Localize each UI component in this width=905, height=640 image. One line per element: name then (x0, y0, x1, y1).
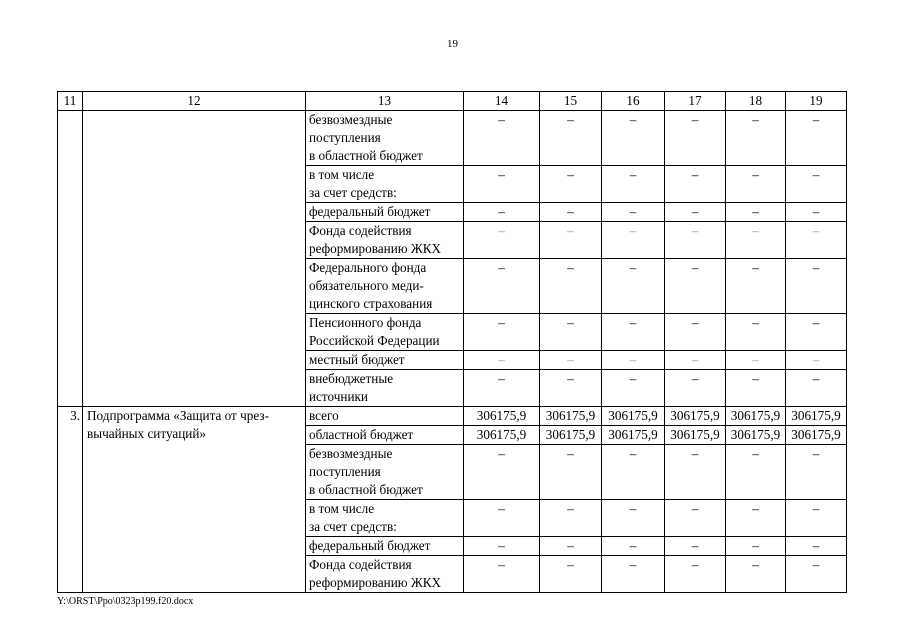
value-cell: – (786, 500, 847, 537)
value-cell: – (786, 203, 847, 222)
value-cell: – (602, 203, 665, 222)
col-header: 19 (786, 92, 847, 111)
value-cell: – (665, 166, 726, 203)
value-cell: 306175,9 (665, 407, 726, 426)
funding-source (306, 203, 464, 222)
funding-source-line: поступления (309, 464, 381, 479)
value-cell: – (786, 314, 847, 351)
value-cell: – (665, 314, 726, 351)
value-cell: 306175,9 (786, 407, 847, 426)
funding-source-line: внебюджетные (309, 371, 394, 386)
value-cell: – (602, 222, 665, 259)
value-cell: – (665, 111, 726, 166)
funding-source-line: федеральный бюджет (309, 204, 431, 219)
funding-source-line: цинского страхования (309, 296, 433, 311)
value-cell: – (464, 222, 540, 259)
value-cell: – (464, 314, 540, 351)
value-cell: – (540, 500, 602, 537)
col-header: 17 (665, 92, 726, 111)
funding-source (306, 500, 464, 537)
value-cell: – (540, 314, 602, 351)
value-cell: – (602, 556, 665, 593)
row-number-cell: 3. (58, 407, 83, 593)
funding-source-line: реформированию ЖКХ (309, 575, 442, 590)
value-cell: 306175,9 (602, 426, 665, 445)
value-cell: – (726, 351, 786, 370)
value-cell: 306175,9 (726, 426, 786, 445)
value-cell: 306175,9 (540, 407, 602, 426)
col-header: 11 (58, 92, 83, 111)
funding-source-line: в том числе (309, 501, 375, 516)
funding-source-line: источники (309, 389, 368, 404)
value-cell: – (540, 111, 602, 166)
col-header: 12 (83, 92, 306, 111)
col-header: 18 (726, 92, 786, 111)
value-cell: – (665, 445, 726, 500)
value-cell: 306175,9 (602, 407, 665, 426)
value-cell: – (602, 537, 665, 556)
value-cell: – (540, 222, 602, 259)
value-cell: – (540, 556, 602, 593)
value-cell: – (540, 166, 602, 203)
funding-source-line: Федерального фонда (309, 260, 427, 275)
funding-source-line: обязательного меди- (309, 278, 424, 293)
value-cell: – (540, 259, 602, 314)
value-cell: – (786, 370, 847, 407)
funding-source: всего (306, 407, 464, 426)
value-cell: – (786, 259, 847, 314)
value-cell: – (726, 314, 786, 351)
value-cell: – (602, 166, 665, 203)
funding-source-line: Пенсионного фонда (309, 315, 422, 330)
value-cell: 306175,9 (786, 426, 847, 445)
value-cell: – (540, 537, 602, 556)
funding-source (306, 445, 464, 500)
value-cell: – (786, 222, 847, 259)
col-header: 16 (602, 92, 665, 111)
value-cell: – (540, 351, 602, 370)
value-cell: – (602, 500, 665, 537)
funding-source-line: безвозмездные (309, 446, 393, 461)
value-cell: 306175,9 (464, 407, 540, 426)
value-cell: – (726, 203, 786, 222)
funding-source (306, 166, 464, 203)
value-cell: – (540, 203, 602, 222)
value-cell: – (602, 314, 665, 351)
value-cell: 306175,9 (540, 426, 602, 445)
value-cell: – (602, 351, 665, 370)
value-cell: – (786, 166, 847, 203)
value-cell: – (665, 203, 726, 222)
value-cell: – (464, 351, 540, 370)
value-cell: – (464, 203, 540, 222)
funding-source (306, 222, 464, 259)
funding-source-line: поступления (309, 130, 381, 145)
value-cell: – (540, 370, 602, 407)
value-cell: – (602, 111, 665, 166)
footer-file-path: Y:\ORST\Ppo\0323p199.f20.docx (57, 596, 194, 607)
row-name-cell (83, 407, 306, 593)
value-cell: – (602, 259, 665, 314)
value-cell: 306175,9 (665, 426, 726, 445)
value-cell: – (665, 351, 726, 370)
col-header: 13 (306, 92, 464, 111)
value-cell: – (726, 537, 786, 556)
value-cell: – (726, 111, 786, 166)
value-cell: – (665, 222, 726, 259)
value-cell: – (726, 166, 786, 203)
value-cell: – (726, 556, 786, 593)
value-cell: – (786, 111, 847, 166)
value-cell: 306175,9 (726, 407, 786, 426)
funding-source-line: в областной бюджет (309, 482, 423, 497)
subprogram-name-line: Подпрограмма «Защита от чрез- (87, 408, 269, 423)
table-row (58, 111, 847, 166)
funding-source-line: безвозмездные (309, 112, 393, 127)
funding-source-line: местный бюджет (309, 352, 405, 367)
value-cell: – (464, 445, 540, 500)
funding-source (306, 259, 464, 314)
funding-source-line: реформированию ЖКХ (309, 241, 442, 256)
budget-table (57, 91, 847, 593)
subprogram-name-line: вычайных ситуаций» (87, 426, 206, 441)
value-cell: – (464, 111, 540, 166)
value-cell: – (726, 500, 786, 537)
value-cell: – (665, 537, 726, 556)
funding-source-line: Российской Федерации (309, 333, 440, 348)
value-cell: – (786, 351, 847, 370)
row-number-cell (58, 111, 83, 407)
value-cell: – (786, 556, 847, 593)
row-name-cell (83, 111, 306, 407)
value-cell: – (464, 166, 540, 203)
value-cell: – (665, 259, 726, 314)
value-cell: – (464, 556, 540, 593)
funding-source (306, 556, 464, 593)
value-cell: – (665, 500, 726, 537)
col-header: 14 (464, 92, 540, 111)
funding-source: федеральный бюджет (306, 537, 464, 556)
value-cell: 306175,9 (464, 426, 540, 445)
funding-source: областной бюджет (306, 426, 464, 445)
value-cell: – (602, 445, 665, 500)
funding-source (306, 351, 464, 370)
funding-source-line: Фонда содействия (309, 557, 412, 572)
value-cell: – (602, 370, 665, 407)
value-cell: – (665, 556, 726, 593)
value-cell: – (464, 259, 540, 314)
value-cell: – (464, 537, 540, 556)
value-cell: – (665, 370, 726, 407)
value-cell: – (726, 370, 786, 407)
header-row (58, 92, 847, 111)
value-cell: – (540, 445, 602, 500)
funding-source-line: в областной бюджет (309, 148, 423, 163)
funding-source (306, 370, 464, 407)
funding-source (306, 314, 464, 351)
funding-source (306, 111, 464, 166)
value-cell: – (726, 259, 786, 314)
funding-source-line: Фонда содействия (309, 223, 412, 238)
funding-source-line: в том числе (309, 167, 375, 182)
funding-source-line: за счет средств: (309, 519, 397, 534)
col-header: 15 (540, 92, 602, 111)
value-cell: – (786, 537, 847, 556)
value-cell: – (464, 370, 540, 407)
value-cell: – (726, 222, 786, 259)
value-cell: – (726, 445, 786, 500)
value-cell: – (786, 445, 847, 500)
value-cell: – (464, 500, 540, 537)
page-number: 19 (447, 38, 458, 50)
funding-source-line: за счет средств: (309, 185, 397, 200)
table-row (58, 407, 847, 426)
